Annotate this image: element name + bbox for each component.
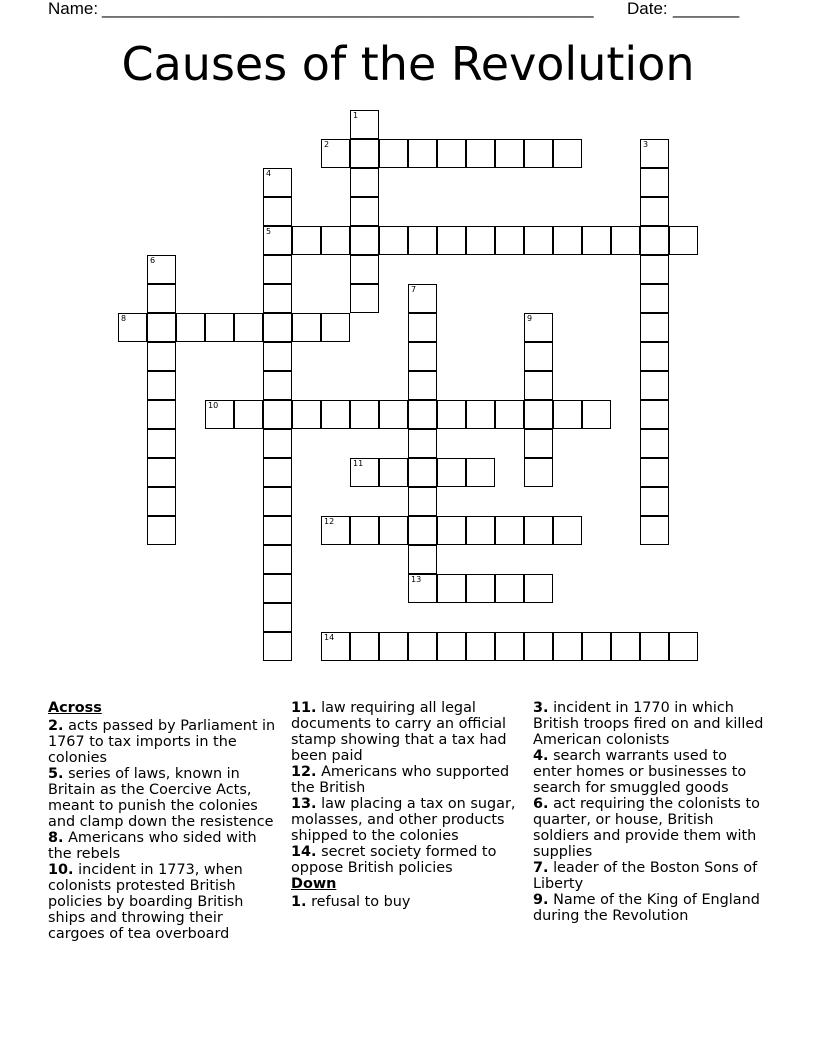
crossword-cell[interactable] xyxy=(524,371,553,400)
clue-across-13 xyxy=(291,796,523,844)
crossword-cell[interactable] xyxy=(408,313,437,342)
crossword-cell[interactable] xyxy=(466,516,495,545)
crossword-cell[interactable] xyxy=(611,226,640,255)
clue-text: incident in 1770 in which British troops fired on and killed American colonists xyxy=(533,700,764,748)
cell-number: 6 xyxy=(150,256,156,265)
crossword-cell[interactable] xyxy=(640,168,669,197)
crossword-cell[interactable] xyxy=(234,400,263,429)
clue-text: refusal to buy xyxy=(311,894,411,910)
crossword-cell[interactable] xyxy=(466,458,495,487)
crossword-cell[interactable] xyxy=(553,226,582,255)
crossword-cell[interactable] xyxy=(524,516,553,545)
cell-number: 14 xyxy=(324,633,335,642)
crossword-cell[interactable] xyxy=(495,400,524,429)
clue-text: Americans who sided with the rebels xyxy=(48,830,257,862)
crossword-cell[interactable] xyxy=(408,545,437,574)
crossword-cell[interactable] xyxy=(408,632,437,661)
crossword-cell[interactable] xyxy=(205,313,234,342)
crossword-cell[interactable] xyxy=(524,342,553,371)
clue-text: leader of the Boston Sons of Liberty xyxy=(533,860,758,892)
crossword-cell[interactable] xyxy=(408,458,437,487)
crossword-cell[interactable] xyxy=(147,313,176,342)
clue-across-14 xyxy=(291,844,523,876)
crossword-cell[interactable] xyxy=(495,226,524,255)
crossword-cell[interactable] xyxy=(437,139,466,168)
cell-number: 2 xyxy=(324,140,330,149)
crossword-cell[interactable] xyxy=(350,516,379,545)
crossword-cell[interactable] xyxy=(292,313,321,342)
crossword-cell[interactable] xyxy=(408,400,437,429)
clue-number: 8. xyxy=(48,830,64,846)
crossword-cell[interactable] xyxy=(408,487,437,516)
crossword-cell[interactable] xyxy=(524,429,553,458)
crossword-cell[interactable] xyxy=(147,284,176,313)
crossword-cell[interactable] xyxy=(408,139,437,168)
crossword-cell[interactable] xyxy=(379,458,408,487)
crossword-cell[interactable] xyxy=(437,516,466,545)
crossword-cell[interactable] xyxy=(408,429,437,458)
clue-number: 5. xyxy=(48,766,64,782)
crossword-cell[interactable] xyxy=(524,574,553,603)
cell-number: 9 xyxy=(527,314,533,323)
crossword-cell[interactable] xyxy=(524,632,553,661)
clue-across-2 xyxy=(48,718,280,766)
cell-number: 12 xyxy=(324,517,335,526)
crossword-cell[interactable] xyxy=(669,226,698,255)
clue-text: Americans who supported the British xyxy=(291,764,510,796)
crossword-cell[interactable] xyxy=(263,313,292,342)
crossword-cell[interactable] xyxy=(350,139,379,168)
crossword-cell[interactable] xyxy=(495,516,524,545)
clue-across-12 xyxy=(291,764,523,796)
crossword-cell[interactable] xyxy=(292,226,321,255)
cell-number: 7 xyxy=(411,285,417,294)
clue-text: law requiring all legal documents to carry an official stamp showing that a tax had been paid xyxy=(291,700,507,764)
crossword-cell[interactable] xyxy=(321,139,350,168)
crossword-cell[interactable] xyxy=(350,197,379,226)
crossword-cell[interactable] xyxy=(263,603,292,632)
crossword-cell[interactable] xyxy=(640,197,669,226)
crossword-cell[interactable] xyxy=(379,516,408,545)
crossword-cell[interactable] xyxy=(263,487,292,516)
crossword-cell[interactable] xyxy=(640,458,669,487)
crossword-cell[interactable] xyxy=(553,400,582,429)
crossword-cell[interactable] xyxy=(350,458,379,487)
clue-text: series of laws, known in Britain as the Coercive Acts, meant to punish the colonies and clamp down the resistence xyxy=(48,766,274,830)
crossword-cell[interactable] xyxy=(263,371,292,400)
clue-down-7 xyxy=(533,860,769,892)
clue-across-8 xyxy=(48,830,280,862)
crossword-cell[interactable] xyxy=(408,284,437,313)
crossword-cell[interactable] xyxy=(350,632,379,661)
crossword-cell[interactable] xyxy=(640,632,669,661)
crossword-cell[interactable] xyxy=(640,342,669,371)
crossword-cell[interactable] xyxy=(263,342,292,371)
crossword-cell[interactable] xyxy=(408,371,437,400)
crossword-cell[interactable] xyxy=(147,371,176,400)
clue-down-9 xyxy=(533,892,769,924)
crossword-cell[interactable] xyxy=(582,226,611,255)
crossword-cell[interactable] xyxy=(640,429,669,458)
crossword-cell[interactable] xyxy=(263,255,292,284)
crossword-cell[interactable] xyxy=(640,139,669,168)
clue-text: acts passed by Parliament in 1767 to tax imports in the colonies xyxy=(48,718,276,766)
clue-number: 1. xyxy=(291,894,307,910)
crossword-cell[interactable] xyxy=(234,313,263,342)
crossword-cell[interactable] xyxy=(147,516,176,545)
crossword-cell[interactable] xyxy=(640,371,669,400)
cell-number: 10 xyxy=(208,401,219,410)
crossword-cell[interactable] xyxy=(495,139,524,168)
crossword-cell[interactable] xyxy=(176,313,205,342)
crossword-cell[interactable] xyxy=(205,400,234,429)
cell-number: 13 xyxy=(411,575,422,584)
clue-text: Name of the King of England during the Revolution xyxy=(533,892,760,924)
crossword-cell[interactable] xyxy=(350,400,379,429)
name-label: Name: xyxy=(48,0,99,18)
clue-number: 13. xyxy=(291,796,317,812)
crossword-cell[interactable] xyxy=(263,168,292,197)
crossword-cell[interactable] xyxy=(640,516,669,545)
crossword-cell[interactable] xyxy=(408,342,437,371)
crossword-cell[interactable] xyxy=(379,226,408,255)
crossword-cell[interactable] xyxy=(582,632,611,661)
crossword-cell[interactable] xyxy=(524,139,553,168)
crossword-cell[interactable] xyxy=(263,574,292,603)
crossword-cell[interactable] xyxy=(408,574,437,603)
crossword-cell[interactable] xyxy=(321,516,350,545)
crossword-cell[interactable] xyxy=(263,197,292,226)
crossword-cell[interactable] xyxy=(350,110,379,139)
date-blank-line: _______ xyxy=(673,0,740,18)
clue-number: 11. xyxy=(291,700,317,716)
crossword-cell[interactable] xyxy=(263,632,292,661)
clue-number: 3. xyxy=(533,700,549,716)
crossword-cell[interactable] xyxy=(263,516,292,545)
crossword-cell[interactable] xyxy=(524,313,553,342)
crossword-cell[interactable] xyxy=(553,516,582,545)
crossword-cell[interactable] xyxy=(321,313,350,342)
cell-number: 3 xyxy=(643,140,649,149)
crossword-cell[interactable] xyxy=(350,226,379,255)
crossword-cell[interactable] xyxy=(524,458,553,487)
crossword-cell[interactable] xyxy=(292,400,321,429)
crossword-cell[interactable] xyxy=(118,313,147,342)
crossword-cell[interactable] xyxy=(495,632,524,661)
down-heading: Down xyxy=(291,876,337,892)
cell-number: 8 xyxy=(121,314,127,323)
crossword-cell[interactable] xyxy=(437,632,466,661)
crossword-cell[interactable] xyxy=(350,255,379,284)
cell-number: 5 xyxy=(266,227,272,236)
clue-text: secret society formed to oppose British policies xyxy=(291,844,497,876)
crossword-cell[interactable] xyxy=(640,226,669,255)
crossword-cell[interactable] xyxy=(640,284,669,313)
clue-across-10 xyxy=(48,862,280,942)
crossword-cell[interactable] xyxy=(147,400,176,429)
cell-number: 1 xyxy=(353,111,359,120)
clue-number: 6. xyxy=(533,796,549,812)
crossword-cell[interactable] xyxy=(524,400,553,429)
clue-text: law placing a tax on sugar, molasses, and other products shipped to the colonies xyxy=(291,796,516,844)
cell-number: 4 xyxy=(266,169,272,178)
crossword-cell[interactable] xyxy=(379,400,408,429)
cell-number: 11 xyxy=(353,459,364,468)
name-blank-line: ____________________________________________________ xyxy=(102,0,594,18)
crossword-cell[interactable] xyxy=(147,255,176,284)
crossword-cell[interactable] xyxy=(553,632,582,661)
clue-number: 14. xyxy=(291,844,317,860)
crossword-cell[interactable] xyxy=(147,342,176,371)
clue-down-3 xyxy=(533,700,769,748)
clue-down-6 xyxy=(533,796,769,860)
crossword-cell[interactable] xyxy=(147,487,176,516)
clue-across-5 xyxy=(48,766,280,830)
crossword-cell[interactable] xyxy=(582,400,611,429)
clue-text: act requiring the colonists to quarter, or house, British soldiers and provide them with supplies xyxy=(533,796,760,860)
clue-column-3 xyxy=(533,700,769,924)
crossword-cell[interactable] xyxy=(669,632,698,661)
across-heading: Across xyxy=(48,700,102,716)
crossword-cell[interactable] xyxy=(408,226,437,255)
crossword-cell[interactable] xyxy=(437,226,466,255)
crossword-cell[interactable] xyxy=(640,313,669,342)
crossword-cell[interactable] xyxy=(553,139,582,168)
crossword-cell[interactable] xyxy=(321,400,350,429)
crossword-cell[interactable] xyxy=(495,574,524,603)
crossword-cell[interactable] xyxy=(466,632,495,661)
crossword-cell[interactable] xyxy=(437,400,466,429)
clue-down-4 xyxy=(533,748,769,796)
crossword-cell[interactable] xyxy=(321,226,350,255)
crossword-cell[interactable] xyxy=(147,429,176,458)
clue-number: 4. xyxy=(533,748,549,764)
date-label: Date: xyxy=(627,0,668,18)
clue-number: 10. xyxy=(48,862,74,878)
crossword-cell[interactable] xyxy=(321,632,350,661)
crossword-cell[interactable] xyxy=(640,255,669,284)
crossword-cell[interactable] xyxy=(263,226,292,255)
clue-text: search warrants used to enter homes or businesses to search for smuggled goods xyxy=(533,748,747,796)
crossword-cell[interactable] xyxy=(350,168,379,197)
crossword-cell[interactable] xyxy=(611,632,640,661)
crossword-cell[interactable] xyxy=(147,458,176,487)
clue-across-11 xyxy=(291,700,523,764)
page-title: Causes of the Revolution xyxy=(121,37,695,91)
clue-column-2 xyxy=(291,700,523,910)
crossword-cell[interactable] xyxy=(640,487,669,516)
crossword-cell[interactable] xyxy=(379,139,408,168)
crossword-cell[interactable] xyxy=(263,545,292,574)
crossword-cell[interactable] xyxy=(524,226,553,255)
crossword-cell[interactable] xyxy=(263,429,292,458)
clue-number: 7. xyxy=(533,860,549,876)
clue-down-1 xyxy=(291,894,523,910)
crossword-cell[interactable] xyxy=(263,284,292,313)
crossword-cell[interactable] xyxy=(466,574,495,603)
clue-column-1 xyxy=(48,700,280,942)
crossword-cell[interactable] xyxy=(379,632,408,661)
crossword-cell[interactable] xyxy=(408,516,437,545)
crossword-cell[interactable] xyxy=(350,284,379,313)
crossword-cell[interactable] xyxy=(263,400,292,429)
clue-number: 9. xyxy=(533,892,549,908)
clue-number: 2. xyxy=(48,718,64,734)
crossword-cell[interactable] xyxy=(437,574,466,603)
clue-text: incident in 1773, when colonists protested British policies by boarding British ships and throwing their cargoes of tea overboard xyxy=(48,862,244,942)
clue-number: 12. xyxy=(291,764,317,780)
crossword-cell[interactable] xyxy=(263,458,292,487)
crossword-cell[interactable] xyxy=(466,139,495,168)
crossword-cell[interactable] xyxy=(466,400,495,429)
crossword-cell[interactable] xyxy=(640,400,669,429)
crossword-cell[interactable] xyxy=(437,458,466,487)
crossword-cell[interactable] xyxy=(466,226,495,255)
